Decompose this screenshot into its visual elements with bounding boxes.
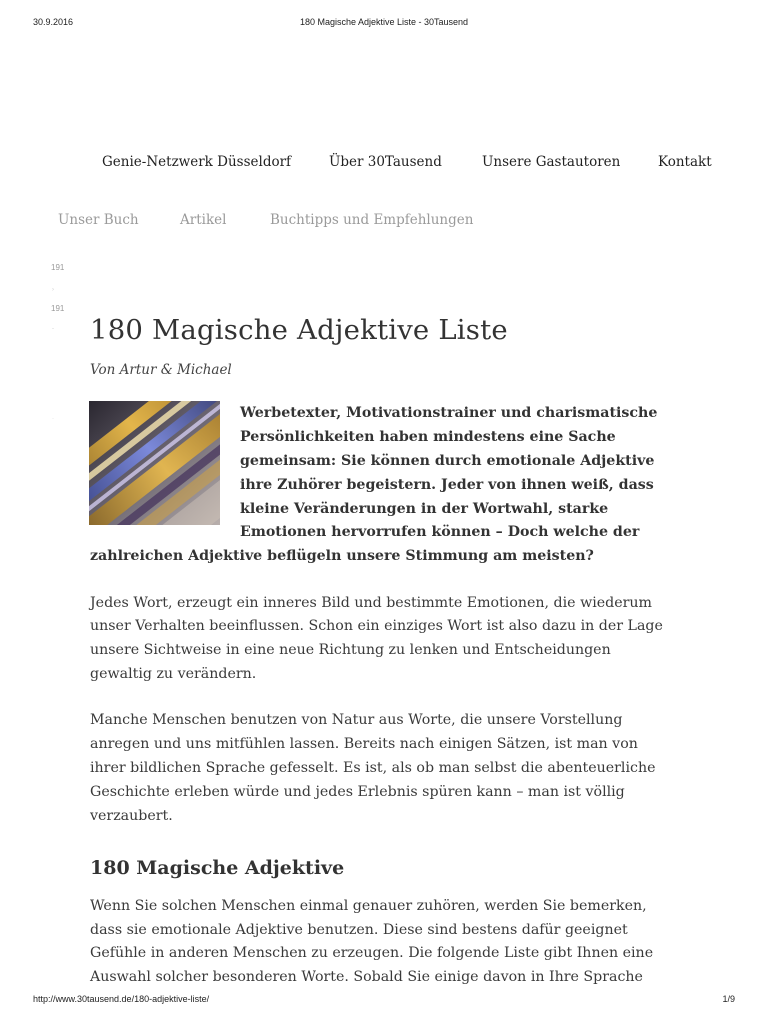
share-divider: · (52, 416, 54, 422)
paragraph-line: Jedes Wort, erzeugt ein inneres Bild und bestimmte Emotionen, die wiederum (90, 595, 652, 611)
intro-line: kleine Veränderungen in der Wortwahl, starke (240, 501, 609, 517)
intro-line: zahlreichen Adjektive beflügeln unsere Stimmung am meisten? (90, 548, 594, 564)
paragraph-line: unser Verhalten beeinflussen. Schon ein einziges Wort ist also dazu in der Lage (90, 618, 663, 634)
secondary-nav (0, 212, 768, 232)
nav-item-ueber-30tausend[interactable]: Über 30Tausend (329, 154, 442, 170)
paragraph-line: anregen und uns mitfühlen lassen. Bereits nach einigen Sätzen, ist man von (90, 736, 638, 752)
section-heading: 180 Magische Adjektive (90, 857, 345, 879)
article-byline: Von Artur & Michael (90, 362, 232, 378)
share-divider: - (52, 326, 54, 332)
article-title: 180 Magische Adjektive Liste (90, 314, 508, 346)
print-footer (0, 994, 768, 1008)
intro-line: gemeinsam: Sie können durch emotionale Adjektive (240, 453, 655, 469)
nav-item-gastautoren[interactable]: Unsere Gastautoren (482, 154, 621, 170)
paragraph-line: verzaubert. (90, 808, 173, 824)
share-count[interactable]: 191 (51, 263, 65, 272)
primary-nav (0, 154, 768, 174)
paragraph-line: Wenn Sie solchen Menschen einmal genauer zuhören, werden Sie bemerken, (90, 898, 647, 914)
article-image (89, 401, 220, 525)
print-page-title: 180 Magische Adjektive Liste - 30Tausend (299, 17, 469, 27)
abstract-light-streaks-image (89, 401, 220, 525)
share-divider: › (52, 287, 54, 293)
paragraph-line: gewaltig zu verändern. (90, 666, 257, 682)
paragraph-line: Manche Menschen benutzen von Natur aus Worte, die unsere Vorstellung (90, 712, 623, 728)
paragraph-line: dass sie emotionale Adjektive benutzen. Diese sind bestens dafür geeignet (90, 922, 628, 938)
paragraph-line: Gefühle in anderen Menschen zu erzeugen. Die folgende Liste gibt Ihnen eine (90, 945, 654, 961)
intro-line: ihre Zuhörer begeistern. Jeder von ihnen weiß, dass (240, 477, 654, 493)
intro-line: Emotionen hervorrufen können – Doch welche der (240, 524, 640, 540)
nav-item-buchtipps[interactable]: Buchtipps und Empfehlungen (270, 212, 474, 228)
intro-line: Persönlichkeiten haben mindestens eine Sache (240, 429, 616, 445)
intro-line: Werbetexter, Motivationstrainer und charismatische (240, 405, 658, 421)
paragraph-line: ihrer bildlichen Sprache gefesselt. Es ist, als ob man selbst die abenteuerliche (90, 760, 656, 776)
paragraph-line: unsere Sichtweise in eine neue Richtung zu lenken und Entscheidungen (90, 642, 611, 658)
nav-item-kontakt[interactable]: Kontakt (658, 154, 712, 170)
print-url: http://www.30tausend.de/180-adjektive-liste/ (33, 994, 210, 1004)
nav-item-unser-buch[interactable]: Unser Buch (58, 212, 139, 228)
nav-item-artikel[interactable]: Artikel (180, 212, 227, 228)
paragraph-line: Geschichte erleben würde und jedes Erlebnis spüren kann – man ist völlig (90, 784, 625, 800)
print-date: 30.9.2016 (33, 17, 74, 27)
share-count[interactable]: 191 (51, 304, 65, 313)
print-header (0, 17, 768, 31)
paragraph-line: Auswahl solcher besonderen Worte. Sobald Sie einige davon in Ihre Sprache (90, 969, 643, 985)
print-page-number: 1/9 (722, 994, 735, 1004)
nav-item-genie-netzwerk[interactable]: Genie-Netzwerk Düsseldorf (102, 154, 292, 170)
